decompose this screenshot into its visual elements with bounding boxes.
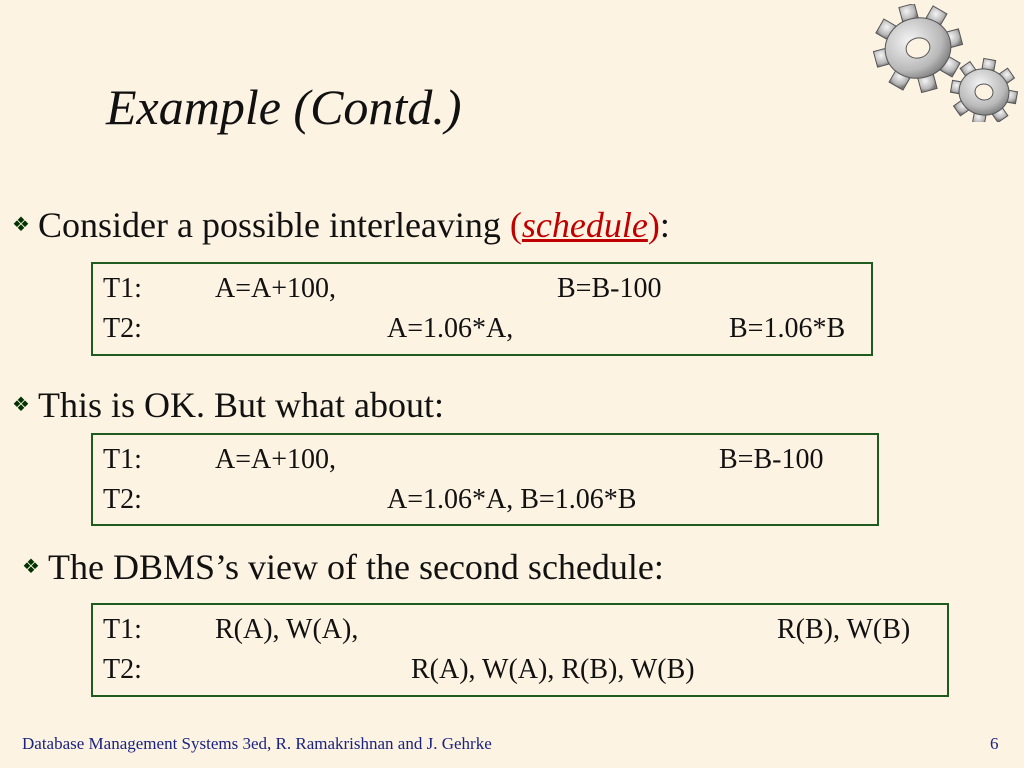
diamond-bullet-icon: ❖ (12, 214, 30, 237)
slide-title: Example (Contd.) (106, 79, 462, 135)
txn-label: T2: (103, 484, 142, 515)
diamond-bullet-icon: ❖ (12, 394, 30, 417)
op-b: B=1.06*B (729, 313, 846, 344)
bullet-this-is-ok (12, 384, 444, 426)
gears-icon (862, 4, 1024, 122)
op-a: A=A+100, (215, 444, 337, 475)
op-b: B=B-100 (557, 273, 662, 304)
op-b: R(B), W(B) (777, 614, 911, 645)
txn-label: T1: (103, 444, 142, 475)
close-paren: ) (647, 205, 660, 245)
bullet-text: The DBMS’s view of the second schedule: (48, 547, 664, 587)
op-a: A=A+100, (215, 273, 337, 304)
txn-label: T2: (103, 654, 142, 685)
bullet-dbms-view (22, 546, 664, 588)
schedule-box-3 (91, 603, 949, 697)
op-all: R(A), W(A), R(B), W(B) (411, 654, 695, 685)
op-a: R(A), W(A), (215, 614, 359, 645)
op-a: A=1.06*A, (387, 313, 514, 344)
op-b: B=B-100 (719, 444, 824, 475)
diamond-bullet-icon: ❖ (22, 556, 40, 579)
schedule-box-1 (91, 262, 873, 356)
bullet-text: Consider a possible interleaving (38, 205, 510, 245)
open-paren: ( (509, 205, 522, 245)
bullet-text: This is OK. But what about: (38, 385, 444, 425)
bullet-consider (12, 204, 670, 246)
schedule-box-2 (91, 433, 879, 526)
bullet-suffix: : (659, 205, 670, 245)
op-ab: A=1.06*A, B=1.06*B (387, 484, 637, 515)
footer-citation: Database Management Systems 3ed, R. Ramakrishnan and J. Gehrke (22, 734, 492, 753)
txn-label: T1: (103, 273, 142, 304)
schedule-term: schedule (521, 205, 648, 245)
txn-label: T2: (103, 313, 142, 344)
txn-label: T1: (103, 614, 142, 645)
page-number: 6 (990, 734, 999, 753)
